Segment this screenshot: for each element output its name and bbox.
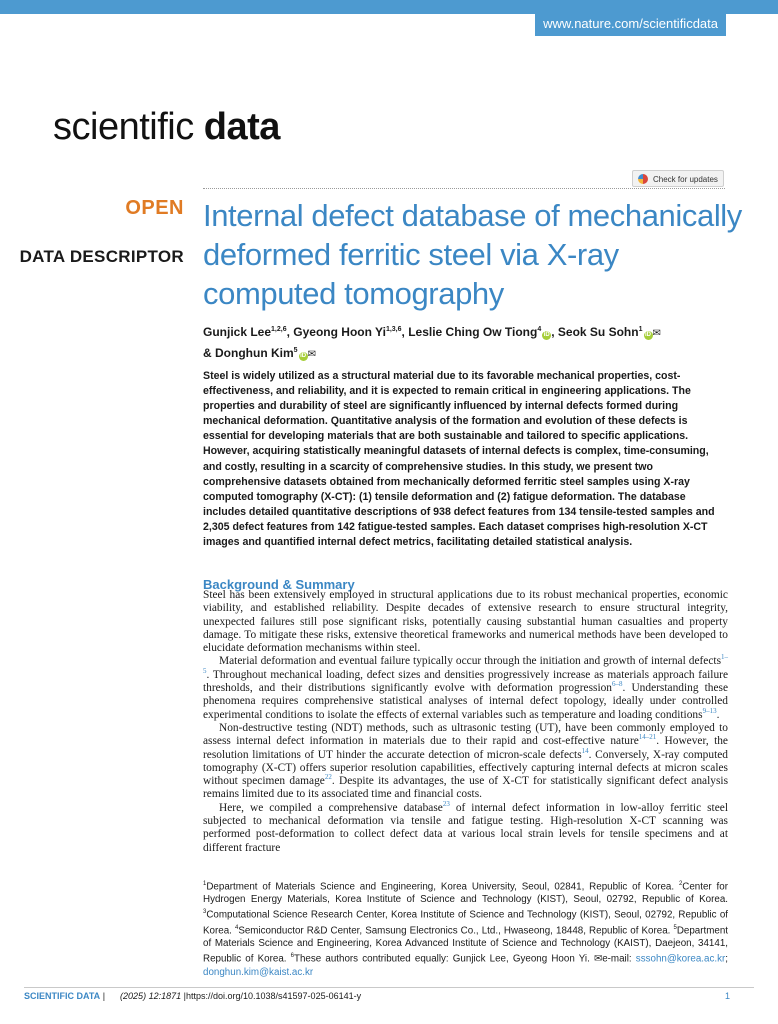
open-access-label: OPEN	[125, 197, 184, 219]
affiliation-text: These authors contributed equally: Gunjick Lee, Gyeong Hoon Yi.	[294, 953, 594, 965]
section-heading: Background & Summary	[203, 577, 355, 592]
affiliation-number: 3	[203, 909, 207, 916]
brand-bold: data	[203, 106, 280, 148]
affiliation-text: Department of Materials Science and Engineering, Korea University, Seoul, 02841, Republic of Korea.	[206, 881, 679, 893]
author-affiliation: 1,3,6	[385, 326, 402, 333]
email-prefix: e-mail:	[602, 953, 632, 965]
author-affiliation: 4	[537, 326, 542, 333]
email-icon: ✉	[594, 953, 603, 965]
email-link[interactable]: sssohn@korea.ac.kr	[635, 953, 726, 965]
author-affiliation: 1	[638, 326, 643, 333]
author-name: Leslie Ching Ow Tiong	[408, 325, 538, 339]
author: Gunjick Lee$^{1,2,6}$,	[203, 325, 294, 339]
affiliation-text: Computational Science Research Center, Korea Institute of Science and Technology (KIST), Seoul, 02792, Republic of Korea.	[203, 909, 728, 937]
citation-ref[interactable]: 6–8	[612, 680, 623, 689]
affiliation-number: 6	[290, 953, 294, 960]
author	[203, 346, 316, 360]
footer-journal: SCIENTIFIC DATA	[24, 991, 101, 1001]
body-paragraph: Non-destructive testing (NDT) methods, such as ultrasonic testing (UT), have been commonly employed to assess internal defect information in materials due to their rapid and cost-effective nature$^{14-21}$. However, the resolution limitations of UT hinder the accurate detection of micron-scale defects$^{14}$. Conversely, X-ray computed tomography (X-CT) offers superior resolution capabilities, effectively capturing internal defects at micron scales without specimen damage$^{22}$. Despite its advantages, the use of X-CT for statistically significant defect analysis remains limited due to its associated time and financial costs.	[203, 721, 728, 801]
body-text	[203, 589, 728, 855]
footer-divider	[24, 987, 754, 988]
orcid-icon[interactable]: iD	[300, 353, 307, 359]
author: Leslie Ching Ow Tiong$^4$iD ,	[408, 325, 558, 339]
author-affiliation: 5	[293, 347, 298, 354]
footer-separator: |	[102, 991, 106, 1001]
email-icon[interactable]: ✉	[307, 349, 316, 360]
author-list	[203, 321, 728, 363]
page-number: 1	[724, 991, 730, 1001]
brand-regular: scientific	[53, 106, 194, 148]
affiliations: $^1$Department of Materials Science and Engineering, Korea University, Seoul, 02841, Republic of Korea. $^2$Center for Hydrogen Energy Materials, Korea Institute of Science and Technology (KIST), Seoul, 02792, Republic of Korea. $^3$Computational Science Research Center, Korea Institute of Science and Technology (KIST), Seoul, 02792, Republic of Korea. $^4$Semiconductor R&D Center, Samsung Electronics Co., Ltd., Hwaseong, 18448, Republic of Korea. $^5$Department of Materials Science and Engineering, Korea Advanced Institute of Science and Technology (KAIST), Daejeon, 34141, Republic of Korea. $^6$These authors contributed equally: Gunjick Lee, Gyeong Hoon Yi. ✉e-mail: sssohn@korea.ac.kr; donghun.kim@kaist.ac.kr	[203, 881, 728, 978]
affiliation-number: 1	[203, 881, 207, 887]
email-icon[interactable]: ✉	[652, 328, 661, 339]
affiliation-text: Semiconductor R&D Center, Samsung Electronics Co., Ltd., Hwaseong, 18448, Republic of Korea.	[238, 925, 674, 937]
citation-ref[interactable]: 22	[324, 773, 332, 782]
article-type-label: DATA DESCRIPTOR	[19, 247, 184, 266]
affiliation-number: 5	[673, 924, 677, 931]
body-paragraph: Material deformation and eventual failure typically occur through the initiation and growth of internal defects$^{1-5}$. Throughout mechanical loading, defect sizes and densities progressively increase as materials approach failure thresholds, and their distributions significantly evolve with deformation progression$^{6-8}$. Understanding these phenomena requires comprehensive statistical analyses of internal defect topology, ideally under controlled experimental conditions to isolate the effects of external variables such as temperature and loading conditions$^{9-13}$.	[203, 653, 729, 721]
affiliation-number: 2	[678, 881, 683, 887]
affiliation-text: Department of Materials Science and Engineering, Korea Advanced Institute of Science and Technology (KAIST), Daejeon, 34141, Republic of Korea.	[203, 925, 728, 965]
abstract: Steel is widely utilized as a structural material due to its favorable mechanical properties, cost-effectiveness, and reliability, and it is expected to remain critical in engineering applications. The properties and durability of steel are significantly influenced by internal defects formed during mechanical deformation. Quantitative analysis of the formation and evolution of these defects is essential for developing materials that are both sustainable and tailored to specific applications. However, acquiring statistically meaningful datasets of internal defects is complex, time-consuming, and costly, resulting in a scarcity of comprehensive studies. In this study, we present two comprehensive datasets obtained from mechanically deformed ferritic steel samples using X-ray computed tomography (X-CT): (1) tensile deformation and (2) fatigue deformation. The database includes detailed quantitative descriptions of 938 defect features from 134 tensile-tested samples and 2,305 defect features from 142 fatigue-tested samples. Each dataset comprises high-resolution X-CT images and quantified internal defect metrics, facilitating detailed statistical analysis.	[203, 370, 715, 549]
article-title: Internal defect database of mechanically deformed ferritic steel via X-ray computed tomography	[203, 198, 742, 311]
orcid-icon[interactable]: iD	[543, 332, 550, 338]
orcid-icon[interactable]: iD	[645, 332, 651, 338]
author-affiliation: 1,2,6	[271, 326, 287, 333]
citation-ref[interactable]: 14–21	[638, 733, 657, 742]
footer-citation: (2025) 12:1871	[120, 991, 182, 1001]
check-updates-label: Check for updates	[653, 175, 718, 184]
author: Gyeong Hoon Yi$^{1,3,6}$,	[293, 325, 409, 339]
check-updates-button[interactable]	[632, 170, 724, 187]
crossmark-icon	[638, 174, 648, 184]
footer-separator-2: |	[183, 991, 186, 1001]
journal-brand	[53, 104, 280, 150]
author-name: & Donghun Kim	[203, 346, 294, 360]
citation-ref[interactable]: 9–13	[702, 706, 717, 715]
citation-ref[interactable]: 14	[581, 746, 589, 755]
affiliation-text: Center for Hydrogen Energy Materials, Korea Institute of Science and Technology (KIST), Seoul, 02792, Republic of Korea.	[203, 881, 728, 906]
journal-url-tab[interactable]: www.nature.com/scientificdata	[535, 12, 726, 36]
affiliation-number: 4	[234, 924, 239, 931]
citation-ref[interactable]: 1–5	[203, 653, 728, 675]
citation-ref[interactable]: 23	[442, 799, 450, 808]
author-name: Gunjick Lee	[203, 325, 272, 339]
body-paragraph: Steel has been extensively employed in structural applications due to its robust mechanical properties, economic viability, and established reliability. Despite decades of extensive research to ensure structural integrity, unexpected failures still pose significant risks, potentially causing substantial human casualties and property damage. To mitigate these risks, extensive theoretical frameworks and numerical methods have been developed to elucidate deformation mechanisms within steel.	[203, 589, 728, 655]
email-link[interactable]: donghun.kim@kaist.ac.kr	[203, 966, 314, 978]
body-paragraph: Here, we compiled a comprehensive database$^{23}$ of internal defect information in low-alloy ferritic steel subjected to mechanical deformation via tensile and fatigue testing. High-resolution X-CT scanning was performed post-deformation to collect defect data at various local strain levels for tensile specimens and at different fracture	[203, 799, 729, 854]
author	[558, 325, 661, 339]
footer-doi[interactable]: https://doi.org/10.1038/s41597-025-06141-y	[185, 991, 362, 1001]
author-name: Gyeong Hoon Yi	[293, 325, 386, 339]
page-footer	[24, 991, 730, 1001]
header-divider	[203, 188, 725, 189]
author-name: Seok Su Sohn	[557, 325, 639, 339]
